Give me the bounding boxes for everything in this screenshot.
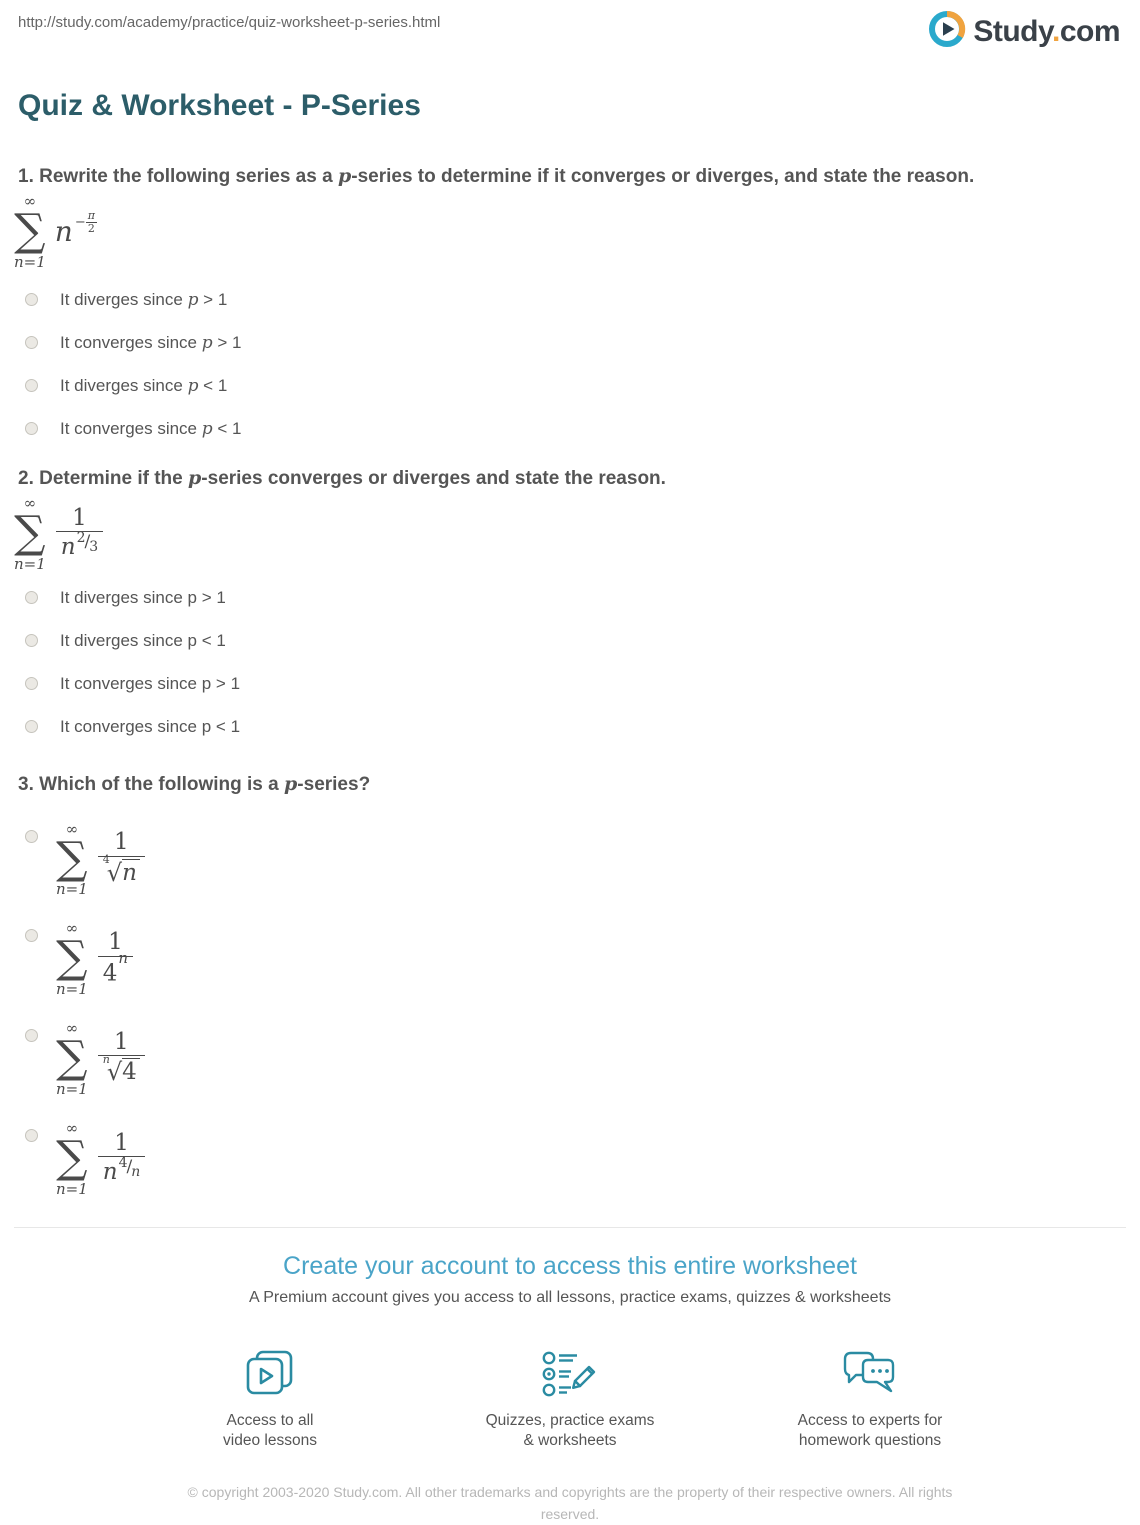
feature-label: Access to all video lessons — [223, 1411, 317, 1449]
quiz-pencil-icon — [450, 1343, 690, 1399]
q1-option-1[interactable]: It diverges since p > 1 — [25, 290, 1140, 310]
summation-symbol: ∞ ∑ n=1 — [56, 919, 88, 999]
q1-prompt: 1. Rewrite the following series as a p-series to determine if it converges or diverges, and state the reason. — [18, 165, 975, 187]
q1-formula: ∞ ∑ n=1 n − $\frac{\pi}{2}$ — [14, 192, 95, 271]
feature-video-lessons — [150, 1343, 390, 1451]
q2-prompt: 2. Determine if the p-series converges or diverges and state the reason. — [18, 466, 666, 489]
q1-option-2[interactable]: It converges since p > 1 — [25, 333, 1140, 353]
page-title: Quiz & Worksheet - P-Series — [18, 89, 421, 122]
radio-q3-option-4[interactable] — [25, 1129, 38, 1142]
q2-option-4[interactable]: It converges since p < 1 — [25, 717, 1140, 737]
cta-title: Create your account to access this entire worksheet — [283, 1251, 857, 1280]
radio-q1-option-3[interactable] — [25, 379, 38, 392]
q2-option-2[interactable]: It diverges since p < 1 — [25, 631, 1140, 651]
radio-q2-option-1[interactable] — [25, 591, 38, 604]
summation-symbol: ∞ ∑ n=1 — [56, 1019, 88, 1098]
q2-formula: ∞ ∑ n=1 1 n 2 / 3 — [14, 496, 1140, 572]
cta-subtitle: A Premium account gives you access to all lessons, practice exams, quizzes & worksheets — [248, 1288, 892, 1306]
header — [0, 0, 1140, 53]
study-logo-icon — [928, 10, 966, 53]
q3-option-3[interactable] — [25, 1021, 1140, 1097]
features-row — [0, 1343, 1140, 1451]
q1-options — [0, 290, 1140, 439]
copyright-text: © copyright 2003-2020 Study.com. All other trademarks and copyrights are the property of their respective owners. All rights reserved. — [187, 1483, 953, 1522]
q3-option-4[interactable] — [25, 1118, 1140, 1198]
feature-experts — [750, 1343, 990, 1451]
video-lessons-icon — [150, 1343, 390, 1399]
q3-option-2-formula: ∞ ∑ n=1 $\frac{1}{4^n}$ — [56, 921, 133, 997]
q3-option-3-formula: ∞ ∑ n=1 $\frac{1}{^n√4}$ — [56, 1021, 145, 1097]
summation-symbol: ∞ ∑ n=1 — [56, 1118, 88, 1198]
radio-q2-option-2[interactable] — [25, 634, 38, 647]
q3-option-1-formula: ∞ ∑ n=1 $\frac{1}{^4√n}$ — [56, 822, 145, 898]
radio-q2-option-4[interactable] — [25, 720, 38, 733]
summation-symbol: ∞ ∑ n=1 — [14, 493, 46, 573]
feature-label: Quizzes, practice exams & worksheets — [485, 1411, 655, 1449]
q1-option-3[interactable]: It diverges since p < 1 — [25, 376, 1140, 396]
radio-q3-option-3[interactable] — [25, 1029, 38, 1042]
study-logo[interactable] — [928, 10, 1120, 53]
feature-quizzes — [450, 1343, 690, 1451]
q2-options — [0, 588, 1140, 737]
q2-option-1[interactable]: It diverges since p > 1 — [25, 588, 1140, 608]
summation-symbol: ∞ ∑ n=1 — [14, 192, 46, 271]
feature-label: Access to experts for homework questions — [797, 1411, 943, 1449]
q3-prompt: 3. Which of the following is a p-series? — [18, 772, 371, 795]
radio-q1-option-2[interactable] — [25, 336, 38, 349]
chat-bubbles-icon — [750, 1343, 990, 1399]
q2-option-3[interactable]: It converges since p > 1 — [25, 674, 1140, 694]
radio-q1-option-1[interactable] — [25, 293, 38, 306]
q3-options — [0, 819, 1140, 1198]
radio-q3-option-1[interactable] — [25, 830, 38, 843]
study-logo-text: Study.com — [973, 14, 1120, 48]
radio-q1-option-4[interactable] — [25, 422, 38, 435]
q3-option-4-formula: ∞ ∑ n=1 1 n 4 / n — [56, 1121, 145, 1197]
q3-option-2[interactable] — [25, 921, 1140, 997]
page-url: http://study.com/academy/practice/quiz-worksheet-p-series.html — [18, 14, 441, 31]
q3-option-1[interactable] — [25, 819, 1140, 899]
section-divider — [14, 1227, 1126, 1228]
q1-option-4[interactable]: It converges since p < 1 — [25, 419, 1140, 439]
summation-symbol: ∞ ∑ n=1 — [56, 819, 88, 899]
radio-q2-option-3[interactable] — [25, 677, 38, 690]
radio-q3-option-2[interactable] — [25, 929, 38, 942]
